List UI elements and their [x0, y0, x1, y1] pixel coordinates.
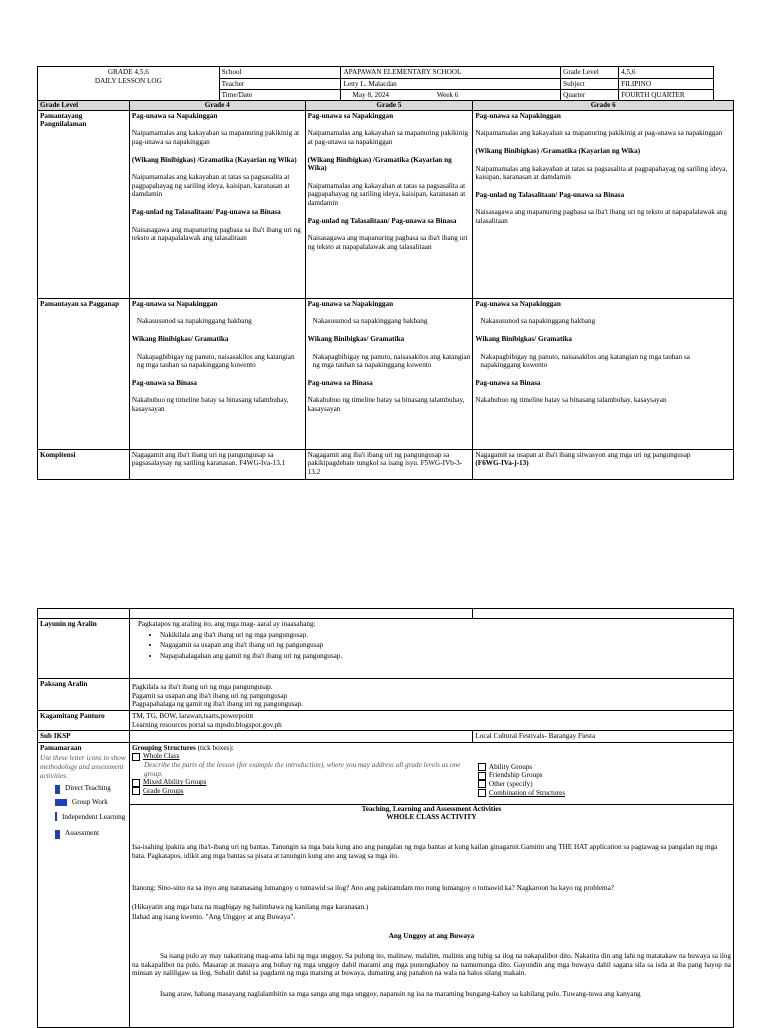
friendship-option[interactable]	[478, 771, 731, 780]
date-value: May 8, 2024	[352, 91, 390, 100]
list-item: Pagkilala sa iba't ibang uri ng mga pangungusap.	[131, 683, 273, 691]
kagamitan-content	[129, 710, 733, 730]
teacher-value: Letty L. Malacdan	[341, 78, 561, 90]
row-label-subiksp: Sub IKSP	[38, 731, 130, 743]
checkbox-icon[interactable]	[132, 787, 140, 795]
empty-cell	[38, 609, 130, 619]
gradelevel-value: 4,5,6	[619, 67, 714, 79]
standard-text: Naisasagawa ang mapanuring pagbasa sa iba't ibang uri ng teksto at napapalalawak ang talasalitaan	[475, 208, 727, 226]
school-label: School	[219, 67, 341, 79]
group-work-icon	[55, 799, 67, 806]
heading: Wikang Binibigkas/ Gramatika	[307, 334, 405, 343]
legend-label: Assessment	[65, 828, 99, 837]
grouping-left	[129, 742, 472, 804]
row-label-pamamaraan: Pamamaraan	[40, 743, 82, 752]
grade-groups-option[interactable]	[132, 787, 471, 796]
list-item: Pagpapahalaga ng gamit ng iba't ibang uri ng pangungusap.	[131, 700, 304, 709]
assessment-icon	[55, 830, 60, 839]
gradelevel-label: Grade Level	[561, 67, 619, 79]
empty-cell	[129, 731, 472, 743]
paksa-content	[129, 679, 733, 711]
option-label: Other (specify)	[488, 780, 533, 789]
heading: Pag-unlad ng Talasalitaan/ Pag-unawa sa Binasa	[131, 208, 281, 217]
teacher-label: Teacher	[219, 78, 341, 90]
checkbox-icon[interactable]	[478, 772, 486, 780]
heading: Pag-unlad ng Talasalitaan/ Pag-unawa sa Binasa	[475, 190, 625, 199]
heading: Pag-unawa sa Napakinggan	[307, 111, 394, 120]
layunin-list	[138, 631, 731, 661]
heading: Pag-unawa sa Napakinggan	[475, 299, 561, 308]
standard-text: Nakasusunod sa napakinggang hakbang	[312, 317, 428, 326]
heading: Pag-unawa sa Napakinggan	[475, 111, 561, 120]
heading: Pag-unawa sa Napakinggan	[307, 299, 394, 308]
heading: Wikang Binibigkas/ Gramatika	[131, 334, 229, 343]
heading: (Wikang Binibigkas) /Gramatika (Kayarian ng Wika)	[475, 146, 641, 155]
standard-text: Naipamamalas ang kakayahan sa mapanuring pakikinig at pag-unawa sa napakinggan	[307, 129, 468, 146]
legend-group	[55, 798, 127, 807]
heading: (Wikang Binibigkas) /Gramatika (Kayarian ng Wika)	[307, 155, 452, 173]
story-paragraph: Sa isang pulo ay may nakatirang mag-ama lahi ng mga unggoy. Sa pulong ito, malinaw, malalim, malinis ang tubig sa ilog na nakapalibot dito. Nakatira din ang lahi ng matatakaw na buwaya sa ilog na nakapalibot na pulo. Masarap at masaya ang buhay ng mga unggoy dahil marami ang mga punongkahoy na namumunga dito. Gayundin ang mga buwaya dahil sagana sila sa isda at iba pang hayop na minsan ay naliligaw sa ilog. Subalit dahil sa pagdami ng mga matsing at buwaya, dumating ang panahon na wala na halos silang makain.	[131, 951, 731, 978]
row-label-pangnilalaman: Pamantayang Pangnilalaman	[38, 110, 130, 298]
heading: (Wikang Binibigkas) /Gramatika (Kayarian ng Wika)	[131, 155, 297, 164]
activity-paragraph: Isa-isahing ipakita ang iba't-ibang uri ng bantas. Tanungin sa mga bata kung ano ang pangalan ng mga bantas at kung kailan ginagamit.Gamitin ang THE HAT application sa pagtawag sa pangalan ng mga bata. Pagkatapos, idikit ang mga bantas sa pisara at tanungin kung ano ang tawag sa mga ito.	[131, 843, 718, 860]
direct-teaching-icon	[55, 785, 60, 794]
kompetensi-g6	[473, 449, 734, 479]
lesson-table	[37, 608, 734, 1028]
option-label: Mixed Ability Groups	[142, 778, 207, 787]
standard-text: Nakabubuo ng timeline batay sa binasang talambuhay, kasaysayan	[475, 396, 667, 405]
layunin-content	[129, 619, 733, 679]
tla-heading: Teaching, Learning and Assessment Activities	[361, 804, 502, 813]
pangnilalaman-g5	[305, 110, 473, 298]
legend-label: Direct Teaching	[65, 784, 111, 793]
pamamaraan-label-cell	[38, 742, 130, 1027]
legend-label: Independent Learning	[62, 813, 126, 822]
grouping-title-row	[132, 744, 471, 753]
pagganap-g5	[305, 298, 473, 449]
list-item: Learning resources portal sa mpsdo.blogspot.gov.ph	[131, 720, 282, 729]
row-label-layunin: Layunin ng Aralin	[38, 619, 130, 679]
mixed-option[interactable]	[132, 778, 471, 787]
col-grade5: Grade 5	[305, 101, 473, 111]
subject-value: FILIPINO	[619, 78, 714, 90]
story-body	[132, 952, 731, 999]
standard-text: Naipamamalas ang kakayahan at tatas sa pagsasalita at pagpapahayag ng sariling ideya, kaisipan, karanasan at damdamin	[307, 181, 466, 208]
independent-learning-icon	[55, 812, 57, 821]
standard-text: Naipamamalas ang kakayahan sa mapanuring pakikinig at pag-unawa sa napakinggan	[475, 129, 723, 138]
list-item: • Nagagamit sa usapan ang iba't ibang uri ng pangungusap	[160, 641, 731, 650]
row-label-paksa: Paksang Aralin	[38, 679, 130, 711]
grouping-right	[473, 742, 734, 804]
legend-direct	[55, 784, 127, 794]
standard-text: Naipamamalas ang kakayahan at tatas sa pagsasalita at pagpapahayag ng sariling ideya, kaisipan, karanasan at damdamin	[131, 173, 290, 199]
kompetensi-g5: Nagagamit ang iba't ibang uri ng pangungusap sa pakikipagdebate tungkol sa isang isyu. F5WG-IVb-3-13.2	[305, 449, 473, 479]
grouping-title: Grouping Structures	[131, 743, 196, 752]
col-grade4: Grade 4	[129, 101, 305, 111]
standard-text: Nakapagbibigay ng panuto, naisasakilos ang katangian ng mga tauhan sa napakinggang kuwento	[480, 352, 690, 370]
legend-note: Use these letter icons to show methodology and assessment activities.	[40, 754, 126, 780]
kompetensi-g6-text: Nagagamit sa usapan at iba't ibang sitwasyon ang mga uri ng pangungusap	[475, 450, 691, 459]
ability-option[interactable]	[478, 763, 731, 772]
week-value: Week 6	[436, 91, 459, 100]
story-title: Ang Unggoy at ang Buwaya	[388, 932, 475, 941]
kompetensi-g6-code: (F6WG-IVa-j-13)	[475, 459, 529, 468]
option-label: Friendship Groups	[488, 771, 543, 780]
quarter-label: Quarter	[561, 90, 619, 102]
standard-text: Naipamamalas ang kakayahan sa mapanuring pakikinig at pag-unawa sa napakinggan	[131, 129, 300, 146]
list-item: Pagamit sa usapan ang iba't ibang uri ng pangungusap	[131, 691, 288, 700]
other-option[interactable]	[478, 780, 731, 789]
checkbox-icon[interactable]	[478, 763, 486, 771]
standard-text: Nakabubuo ng timeline batay sa binasang talambuhay, kasaysayan	[307, 396, 465, 414]
heading: Pag-unawa sa Binasa	[131, 378, 198, 387]
checkbox-icon[interactable]	[132, 753, 140, 761]
whole-class-desc: Describe the parts of the lesson (for example the introduction), where you may address all grade levels as one group.	[143, 761, 461, 778]
row-label-kompetensi: Kompitensi	[38, 449, 130, 479]
combination-option[interactable]	[478, 789, 731, 798]
whole-class-option[interactable]	[132, 752, 471, 761]
heading: Pag-unawa sa Binasa	[307, 378, 373, 387]
checkbox-icon[interactable]	[478, 780, 486, 788]
pangnilalaman-g6	[473, 110, 734, 298]
subiksp-value: Local Cultural Festivals- Barangay Fiesta	[473, 731, 734, 743]
log-title-cell	[38, 67, 220, 102]
school-value: APAPAWAN ELEMENTARY SCHOOL	[341, 67, 561, 79]
log-title: DAILY LESSON LOG	[94, 76, 162, 85]
heading: Wikang Binibigkas/ Gramatika	[475, 334, 572, 343]
option-label: Grade Groups	[142, 787, 184, 796]
heading: Pag-unlad ng Talasalitaan/ Pag-unawa sa Binasa	[307, 216, 457, 225]
standard-text: Naisasagawa ang mapanuring pagbasa sa iba't ibang uri ng teksto at napapalalawak ang talasalitaan	[307, 234, 468, 252]
empty-cell	[473, 609, 734, 619]
list-item: • Napapahalagahan ang gamit ng iba't ibang uri ng pangungusap.	[160, 652, 731, 661]
standard-text: Nakapagbibigay ng panuto, naisasakilos ang katangian ng mga tauhan sa napakinggang kuwento	[136, 352, 295, 370]
activities-cell	[129, 804, 733, 1027]
row-label-pagganap: Pamantayan sa Pagganap	[38, 298, 130, 449]
pagganap-g4	[129, 298, 305, 449]
checkbox-icon[interactable]	[478, 789, 486, 797]
heading: Pag-unawa sa Binasa	[475, 378, 541, 387]
activity-paragraph: Ilahad ang isang kwento. "Ang Unggoy at ang Buwaya".	[131, 912, 296, 921]
grouping-hint: (tick boxes):	[195, 743, 234, 752]
option-label: Combination of Structures	[488, 788, 566, 797]
col-gradelevel: Grade Level	[38, 101, 130, 111]
row-label-kagamitan: Kagamitang Panturo	[38, 710, 130, 730]
wca-heading: WHOLE CLASS ACTIVITY	[386, 813, 477, 822]
checkbox-icon[interactable]	[132, 779, 140, 787]
heading: Pag-unawa sa Napakinggan	[131, 111, 218, 120]
layunin-intro: Pagkatapos ng araling ito, ang mga mag- aaral ay inaasahang:	[137, 620, 316, 628]
kompetensi-g4: Nagagamit ang iba't ibang uri ng pangungusap sa pagsasalaysay ng sariling karanasan. F4WG-Iva-13.1	[129, 449, 305, 479]
heading: Pag-unawa sa Napakinggan	[131, 299, 218, 308]
list-item: • Nakikilala ang iba't ibang uri ng mga pangungusap.	[160, 631, 731, 640]
standards-table	[37, 100, 734, 480]
standard-text: Nakabubuo ng timeline batay sa binasang talambuhay, kasaysayan	[131, 396, 289, 414]
grade-levels: GRADE 4,5,6	[107, 68, 149, 76]
pagganap-g6	[473, 298, 734, 449]
standard-text: Naipamamalas ang kakayahan at tatas sa pagsasalita at pagpapahayag ng sariling ideya, kaisipan, karanasan at damdamin	[475, 164, 728, 182]
empty-cell	[129, 609, 472, 619]
legend-label: Group Work	[72, 798, 108, 807]
time-label: Time/Date	[219, 90, 341, 102]
standard-text: Naisasagawa ang mapanuring pagbasa sa iba't ibang uri ng teksto at napapalalawak ang talasalitaan	[131, 225, 301, 243]
option-label: Ability Groups	[488, 762, 533, 771]
story-paragraph: Isang araw, habang masayang naglalambitin sa mga sanga ang mga unggoy, napansin ng isa na maraming bungang-kahoy sa kabilang pulo. Tuwang-tuwa ang kanyang	[159, 989, 641, 998]
subject-label: Subject	[561, 78, 619, 90]
standard-text: Nakapagbibigay ng panuto, naisasakilos ang katangian ng mga tauhan sa napakinggang kuwento	[312, 352, 471, 370]
header-table	[37, 66, 714, 102]
option-label: Whole Class	[142, 752, 180, 761]
activity-paragraph: Itanong: Sino-sino na sa inyo ang naranasang lumangoy o tumawid sa ilog? Ano ang pakiramdam mo nung lumangoy o tumawid ka? Nagkaroon ba kayo ng problema?	[131, 884, 614, 893]
list-item: TM, TG, BOW, larawan,tsarts,powerpoint	[131, 711, 254, 720]
standard-text: Nakasusunod sa napakinggang hakbang	[480, 317, 596, 326]
activity-paragraph: (Hikayatin ang mga bata na magbigay ng halimbawa ng kanilang mga karanasan.)	[131, 903, 369, 912]
legend-assessment	[55, 829, 127, 839]
standard-text: Nakasusunod sa napakinggang hakbang	[136, 317, 252, 326]
col-grade6: Grade 6	[473, 101, 734, 111]
quarter-value: FOURTH QUARTER	[619, 90, 714, 102]
pangnilalaman-g4	[129, 110, 305, 298]
legend-independent	[55, 811, 127, 825]
